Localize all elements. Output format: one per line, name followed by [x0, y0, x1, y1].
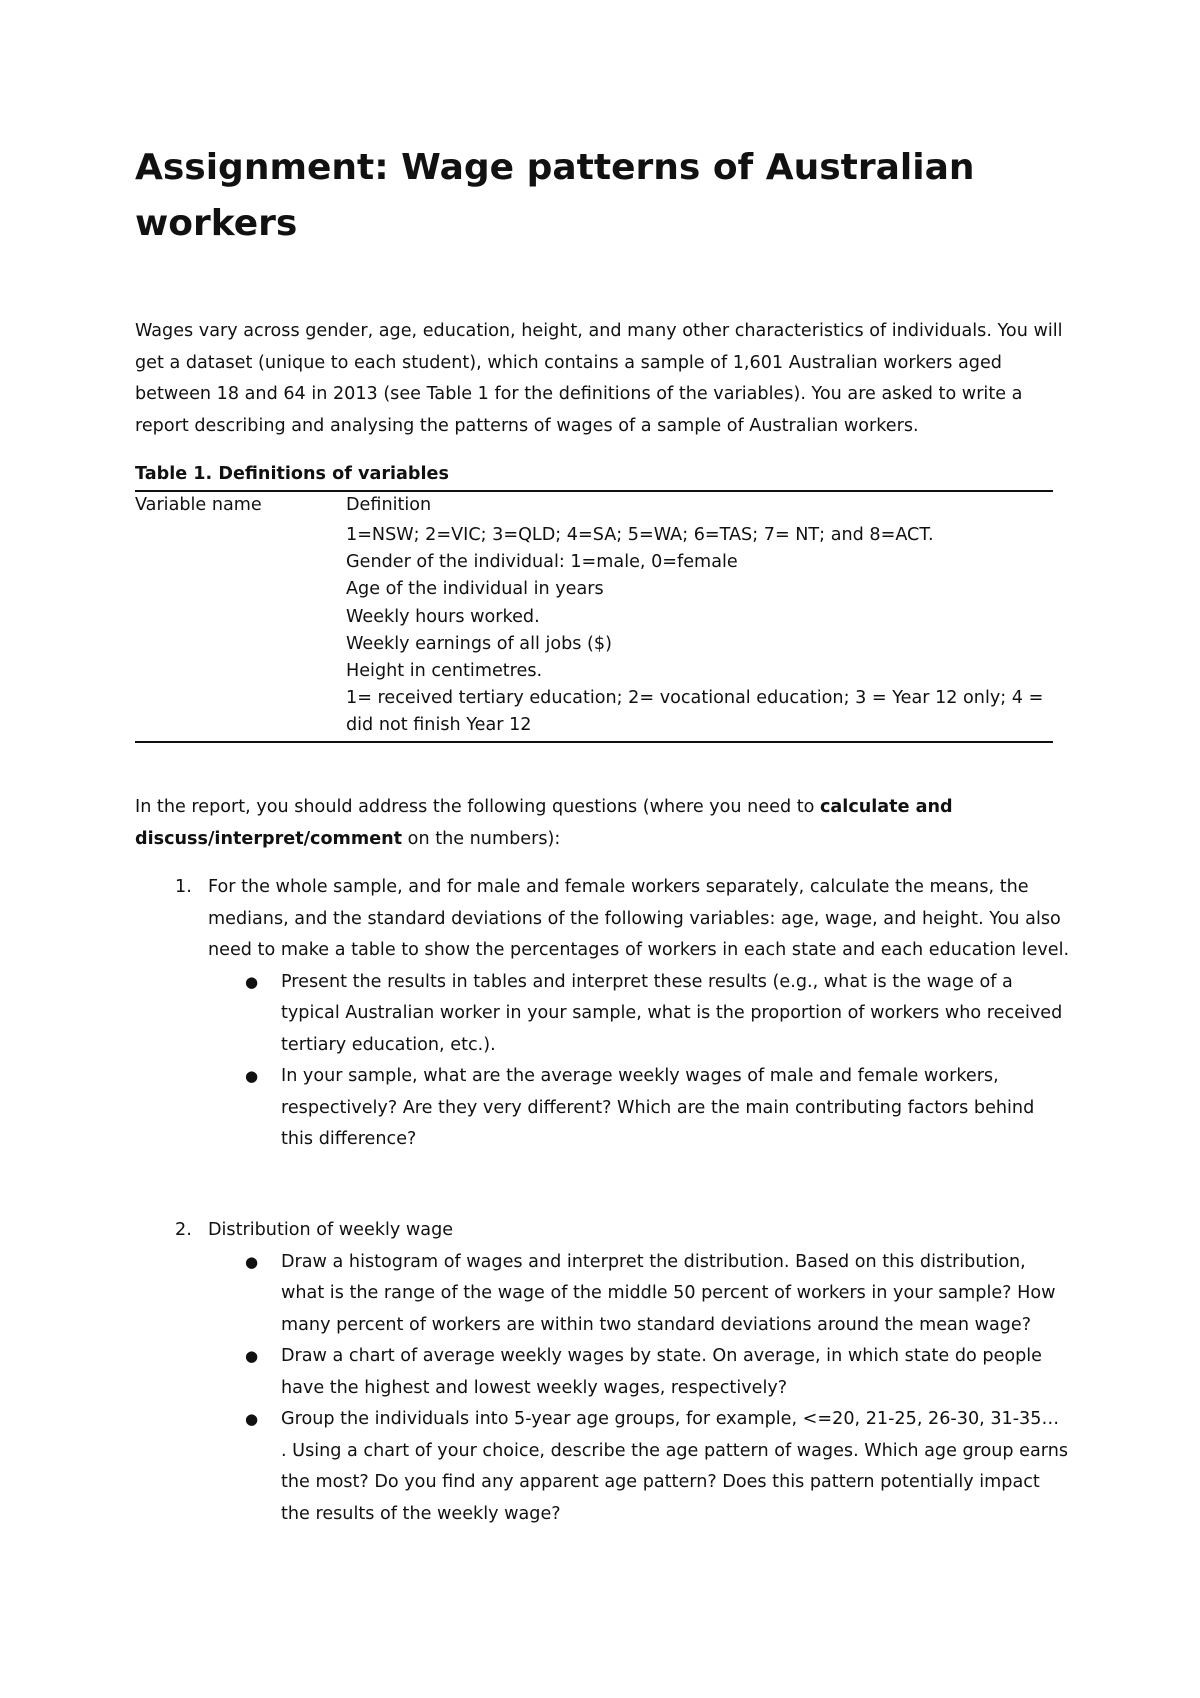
definition-gender: Gender of the individual: 1=male, 0=female — [346, 552, 738, 573]
intro-paragraph: Wages vary across gender, age, education, height, and many other characteristics of individuals. You will get a dataset (unique to each student), which contains a sample of 1,601 Australian workers aged between 18 and 64 in 2013 (see Table 1 for the definitions of the variables). You are asked to write a report describing and analysing the patterns of wages of a sample of Australian workers. — [135, 321, 1063, 436]
question-text: For the whole sample, and for male and female workers separately, calculate the means, the medians, and the standard deviations of the following variables: age, wage, and height. You also need to make a table to show the percentages of workers in each state and each education level. — [208, 877, 1070, 960]
bullet-text: Draw a histogram of wages and interpret the distribution. Based on this distribution, what is the range of the wage of the middle 50 percent of workers in your sample? How many percent of workers are within two standard deviations around the mean wage? — [281, 1251, 1056, 1335]
table-row — [135, 521, 1053, 742]
bullet-text: Draw a chart of average weekly wages by state. On average, in which state do people have the highest and lowest weekly wages, respectively? — [281, 1346, 1042, 1398]
bullet-text: Present the results in tables and interpret these results (e.g., what is the wage of a typical Australian worker in your sample, what is the proportion of workers who received tertiary education, etc.). — [281, 971, 1063, 1055]
list-item — [208, 967, 1070, 1062]
bullet-text: In your sample, what are the average weekly wages of male and female workers, respectively? Are they very different? Which are the main contributing factors behind this difference? — [281, 1066, 1035, 1149]
list-item — [208, 1341, 1070, 1404]
table-header-row — [135, 491, 1053, 521]
bullet-icon: ● — [245, 1252, 259, 1271]
definition-earnings: Weekly earnings of all jobs ($) — [346, 633, 612, 654]
question-bullets — [208, 967, 1070, 1156]
list-item — [208, 1404, 1070, 1530]
question-list-1 — [135, 872, 1070, 1156]
definition-state: 1=NSW; 2=VIC; 3=QLD; 4=SA; 5=WA; 6=TAS; 7= NT; and 8=ACT. — [346, 525, 934, 545]
header-definition: Definition — [346, 491, 1053, 521]
variables-table — [135, 490, 1053, 743]
question-bullets — [208, 1247, 1070, 1531]
page-title: Assignment: Wage patterns of Australian workers — [135, 147, 975, 244]
bullet-icon: ● — [245, 1347, 259, 1365]
definition-hours: Weekly hours worked. — [346, 606, 540, 627]
question-list-2 — [135, 1215, 1070, 1530]
question-item — [135, 872, 1070, 1156]
table-caption: Table 1. Definitions of variables — [135, 464, 449, 484]
bullet-text: Group the individuals into 5-year age groups, for example, <=20, 21-25, 26-30, 31-35… . Using a chart of your choice, describe the age pattern of wages. Which age group earns the most? Do you find any apparent age pattern? Does this pattern potentially impact the results of the weekly wage? — [281, 1409, 1069, 1524]
bullet-icon: ● — [245, 972, 259, 991]
bullet-icon: ● — [245, 1410, 259, 1428]
instructions-text-after: on the numbers): — [402, 828, 561, 849]
definition-age: Age of the individual in years — [346, 579, 604, 600]
definitions-cell — [346, 521, 1053, 742]
question-number: 2. — [175, 1220, 192, 1240]
header-variable-name: Variable name — [135, 491, 346, 521]
instructions-text-before: In the report, you should address the following questions (where you need to — [135, 797, 820, 817]
definition-height: Height in centimetres. — [346, 661, 543, 682]
question-number: 1. — [175, 877, 192, 897]
instructions-paragraph — [135, 792, 1035, 855]
question-text: Distribution of weekly wage — [208, 1220, 454, 1240]
bullet-icon: ● — [245, 1067, 259, 1085]
variable-name-cell — [135, 521, 346, 742]
question-item — [135, 1215, 1070, 1530]
definition-education: 1= received tertiary education; 2= vocational education; 3 = Year 12 only; 4 = did not finish Year 12 — [346, 688, 1044, 736]
list-item — [208, 1061, 1070, 1156]
instructions-bold-text: calculate and discuss/interpret/comment — [135, 797, 953, 849]
list-item — [208, 1247, 1070, 1342]
